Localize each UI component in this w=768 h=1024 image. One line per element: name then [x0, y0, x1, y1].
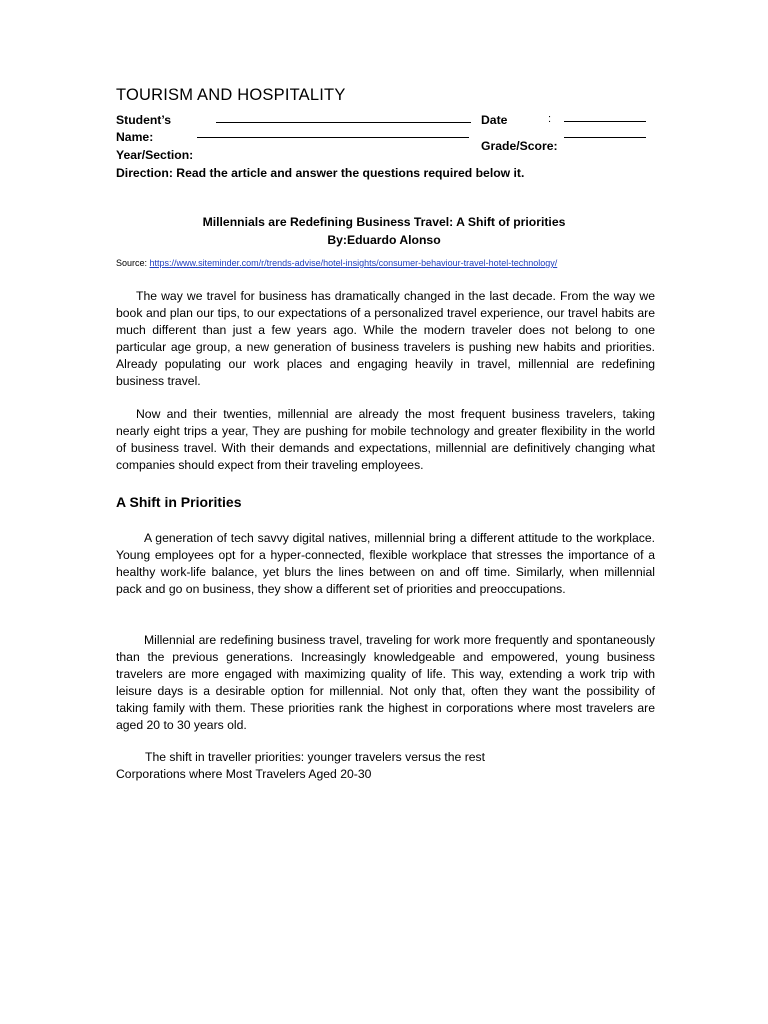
source-line [116, 258, 557, 268]
year-section-label: Year/Section: [116, 148, 194, 162]
figure-subcaption: Corporations where Most Travelers Aged 20-30 [116, 767, 372, 781]
date-label: Date [481, 113, 508, 127]
student-name-label-line2: Name: [116, 130, 154, 144]
source-label: Source: [116, 258, 148, 268]
section-heading: A Shift in Priorities [116, 494, 242, 510]
figure-caption: The shift in traveller priorities: younger travelers versus the rest [145, 750, 486, 764]
student-name-label-line1: Student’s [116, 113, 172, 127]
source-link[interactable]: https://www.siteminder.com/r/trends-advise/hotel-insights/consumer-behaviour-travel-hotel-technology/ [149, 258, 558, 268]
article-title: Millennials are Redefining Business Travel: A Shift of priorities [202, 215, 566, 229]
grade-score-blank-line[interactable] [564, 137, 646, 138]
date-blank-line[interactable] [564, 121, 646, 122]
section-paragraph-1: A generation of tech savvy digital natives, millennial bring a different attitude to the workplace. Young employees opt for a hyper-connected, flexible workplace that stresses the importance of a healthy work-life balance, yet blurs the lines between on and off time. Similarly, when millennial pack and go on business, they show a different set of priorities and preoccupations. [116, 531, 655, 596]
section-paragraph-2: Millennial are redefining business travel, traveling for work more frequently and spontaneously than the previous generations. Increasingly knowledgeable and empowered, young business travelers are more engaged with maximizing quality of life. This way, extending a work trip with leisure days is a desirable option for millennial. Not only that, often they want the possibility of taking family with them. These priorities rank the highest in corporations where most travelers are aged 20 to 30 years old. [116, 633, 655, 732]
article-paragraph-2: Now and their twenties, millennial are already the most frequent business travelers, taking nearly eight trips a year, They are pushing for mobile technology and greater flexibility in the world of business travel. With their demands and expectations, millennial are definitively changing what companies should expect from their traveling employees. [116, 407, 655, 472]
grade-score-label: Grade/Score: [481, 139, 558, 153]
direction-text: Direction: Read the article and answer the questions required below it. [116, 166, 525, 180]
student-name-blank-line[interactable] [216, 122, 471, 123]
course-title: TOURISM AND HOSPITALITY [116, 86, 346, 104]
student-name-blank-line-2[interactable] [197, 137, 469, 138]
date-colon: : [548, 113, 552, 125]
article-byline: By:Eduardo Alonso [327, 233, 441, 247]
article-paragraph-1: The way we travel for business has dramatically changed in the last decade. From the way we book and plan our tips, to our expectations of a personalized travel experience, our travel habits are much different than just a few years ago. While the modern traveler does not belong to one particular age group, a new generation of business travelers is pushing new habits and priorities. Already populating our work places and engaging heavily in travel, millennial are redefining business travel. [116, 289, 655, 388]
